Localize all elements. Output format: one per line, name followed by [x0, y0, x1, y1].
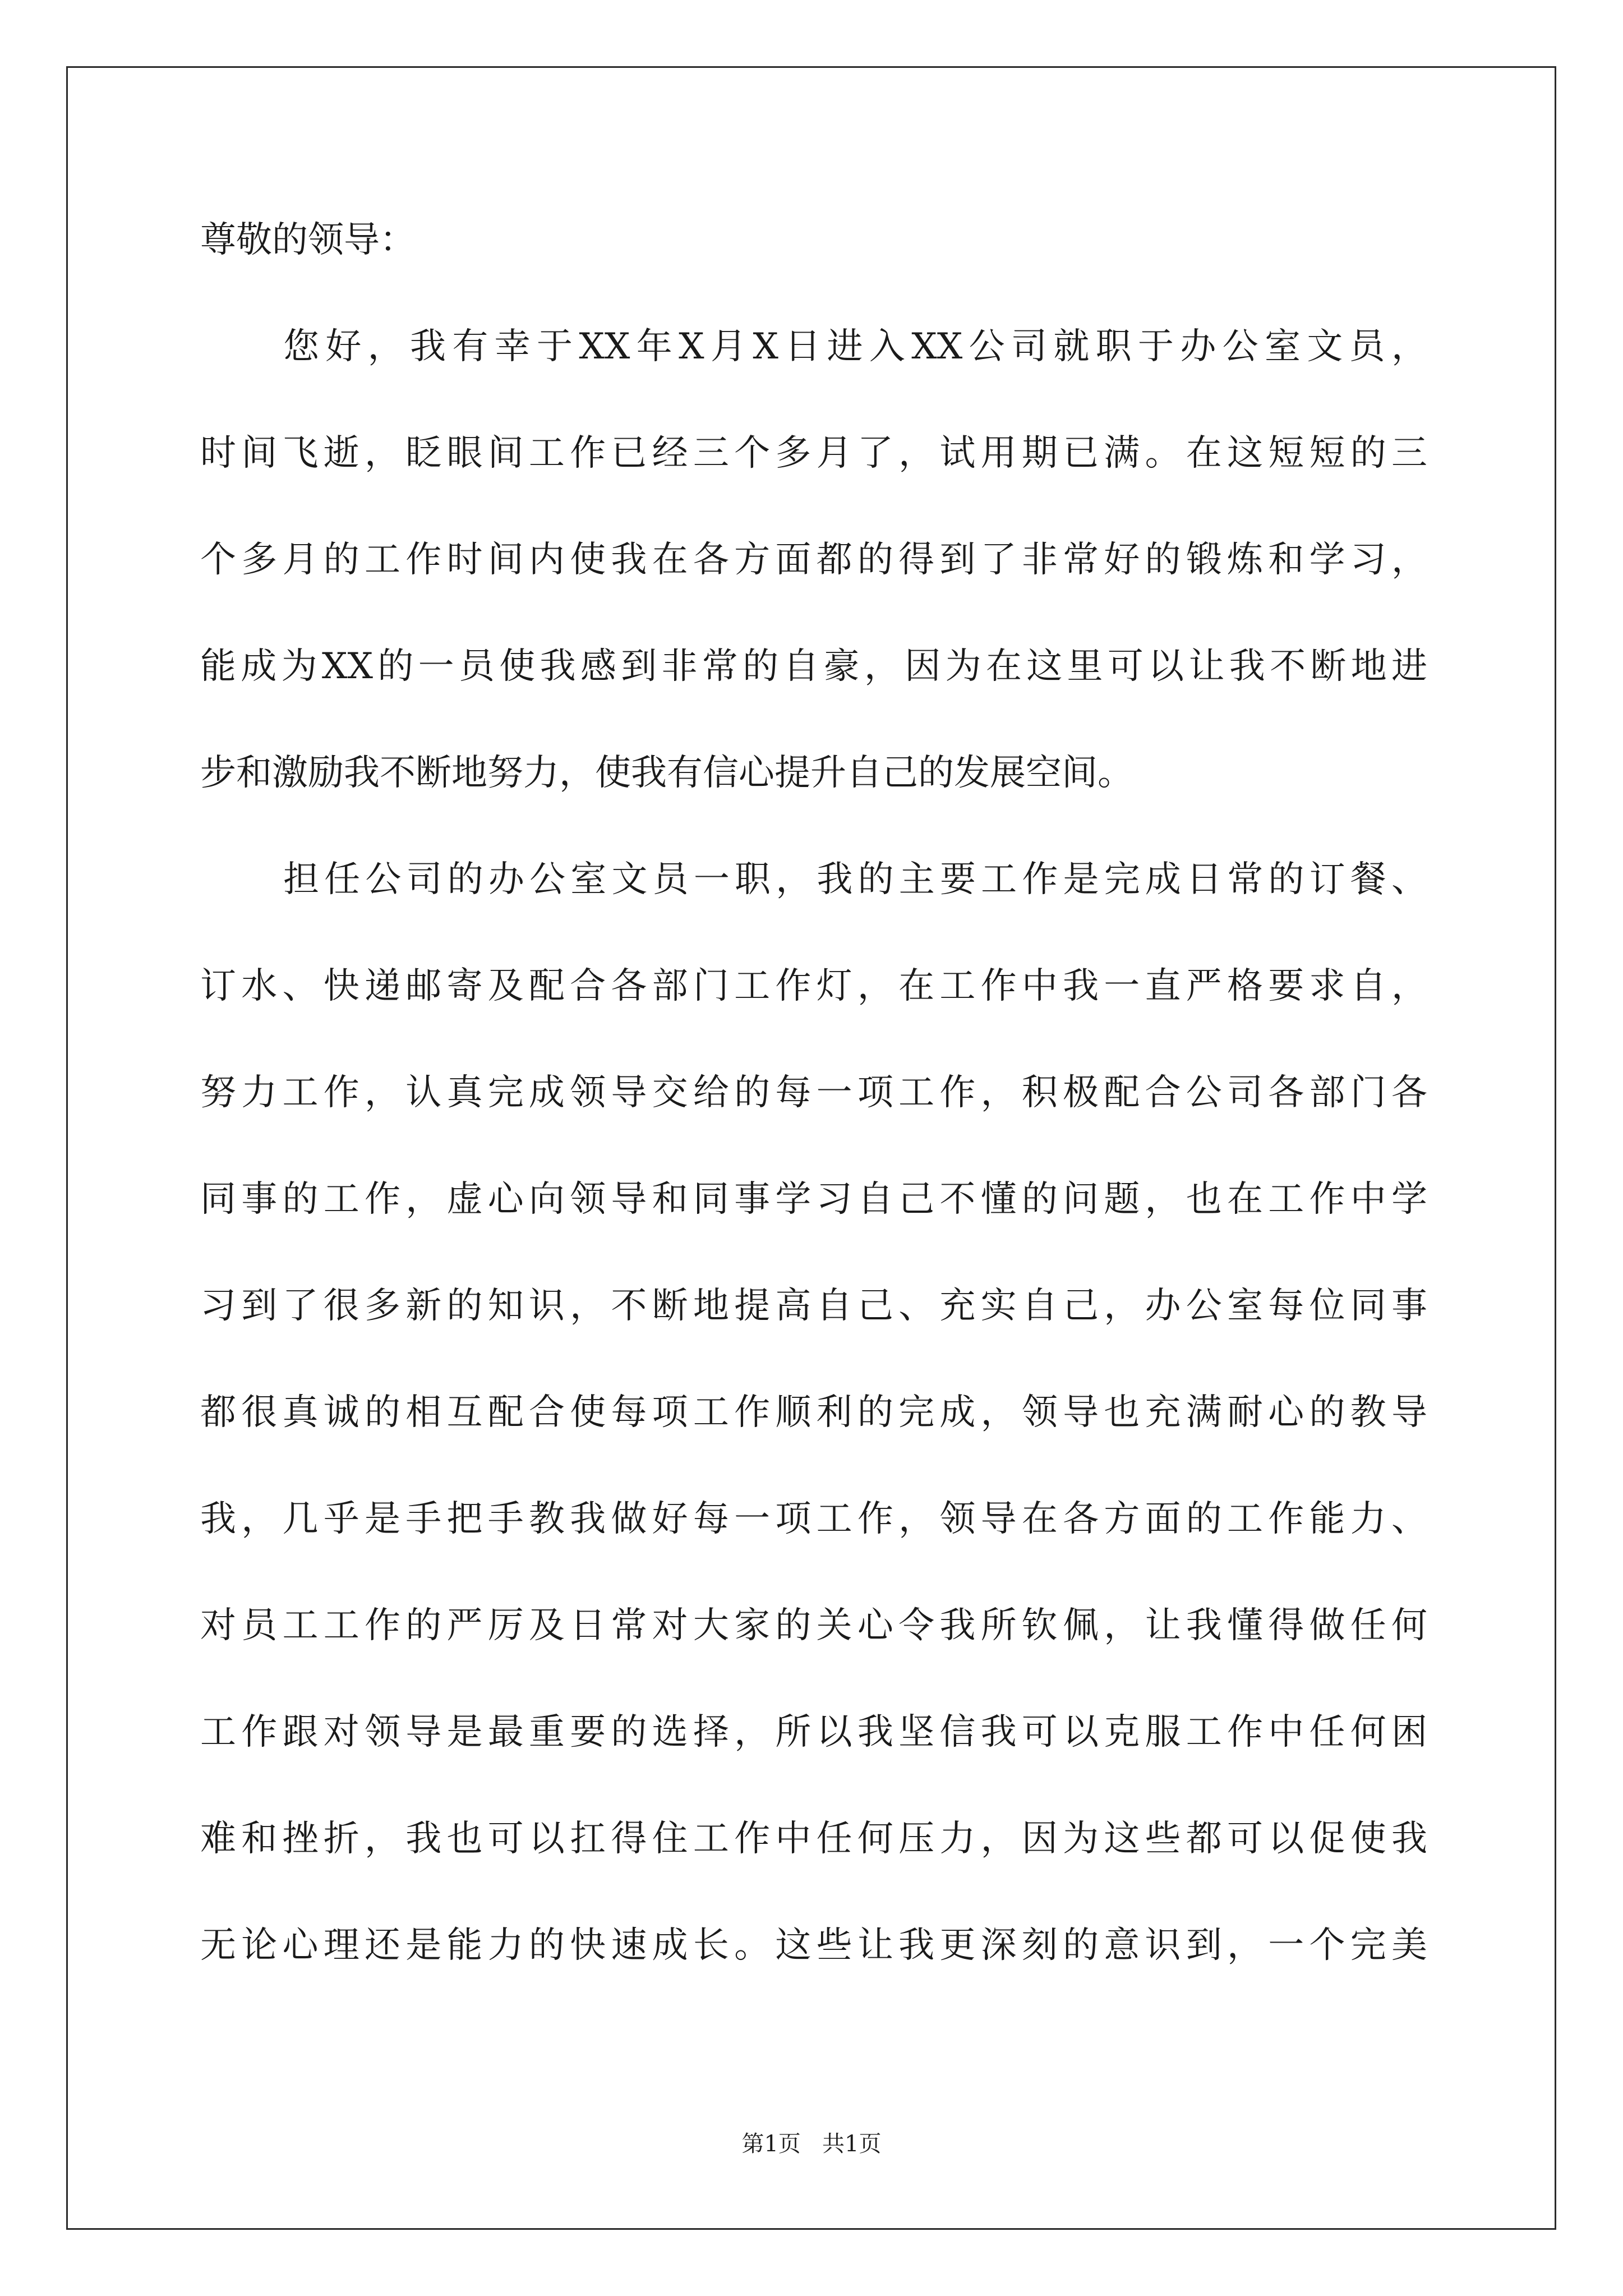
- paragraph-line: 我，几乎是手把手教我做好每一项工作，领导在各方面的工作能力、: [200, 1498, 1427, 1540]
- paragraph-line: 难和挫折，我也可以扛得住工作中任何压力，因为这些都可以促使我: [200, 1818, 1427, 1860]
- paragraph-line: 时间飞逝，眨眼间工作已经三个多月了，试用期已满。在这短短的三: [200, 432, 1427, 474]
- paragraph-line: 担任公司的办公室文员一职，我的主要工作是完成日常的订餐、: [283, 859, 1427, 900]
- paragraph-line: 工作跟对领导是最重要的选择，所以我坚信我可以克服工作中任何困: [200, 1711, 1427, 1753]
- paragraph-1: [200, 319, 1427, 852]
- paragraph-line: 您好，我有幸于XX年X月X日进入XX公司就职于办公室文员，: [283, 326, 1427, 367]
- paragraph-line: 都很真诚的相互配合使每项工作顺利的完成，领导也充满耐心的教导: [200, 1392, 1427, 1433]
- paragraph-line: 个多月的工作时间内使我在各方面都的得到了非常好的锻炼和学习，: [200, 539, 1427, 581]
- paragraph-line: 习到了很多新的知识，不断地提高自己、充实自己，办公室每位同事: [200, 1285, 1427, 1327]
- page-footer: 第1页 共1页: [741, 2131, 882, 2157]
- document-body: [200, 212, 1427, 2024]
- paragraph-line: 无论心理还是能力的快速成长。这些让我更深刻的意识到，一个完美: [200, 1925, 1427, 1966]
- paragraph-line: 努力工作，认真完成领导交给的每一项工作，积极配合公司各部门各: [200, 1072, 1427, 1114]
- salutation: 尊敬的领导：: [200, 219, 416, 261]
- paragraph-2: [200, 852, 1427, 2024]
- paragraph-line: 同事的工作，虚心向领导和同事学习自己不懂的问题，也在工作中学: [200, 1179, 1427, 1220]
- paragraph-line: 对员工工作的严厉及日常对大家的关心令我所钦佩，让我懂得做任何: [200, 1605, 1427, 1646]
- paragraph-line: 能成为XX的一员使我感到非常的自豪，因为在这里可以让我不断地进: [200, 646, 1427, 687]
- paragraph-line: 步和激励我不断地努力，使我有信心提升自己的发展空间。: [200, 752, 1133, 794]
- paragraph-line: 订水、快递邮寄及配合各部门工作灯，在工作中我一直严格要求自，: [200, 965, 1427, 1007]
